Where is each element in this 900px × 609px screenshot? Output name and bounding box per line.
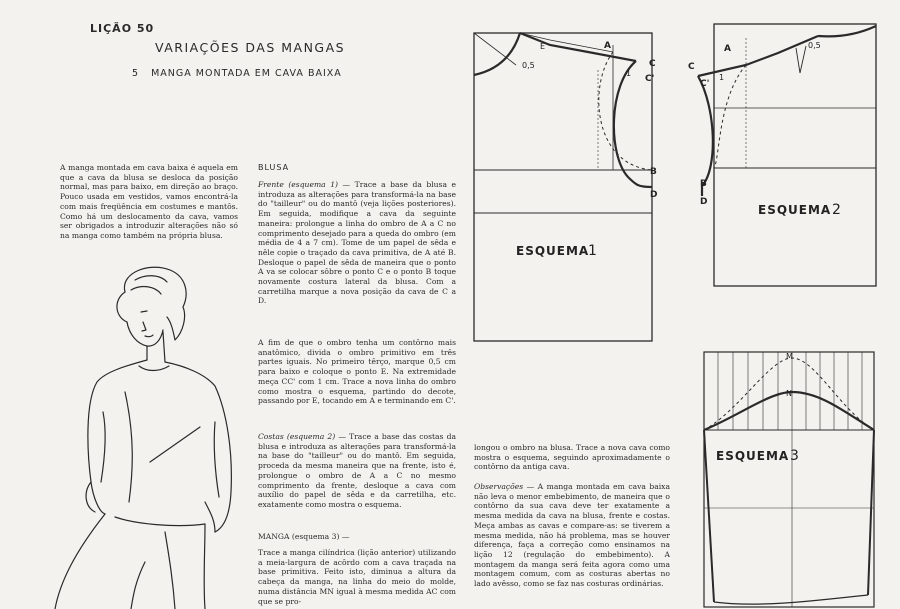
manga-continuation: longou o ombro na blusa. Trace a nova cava como mostra o esquema, seguindo aproximadamente o contôrno da antiga cava. xyxy=(474,443,670,472)
observacoes-text: A manga montada em cava baixa não leva o menor embebimento, de maneira que o contôrno da sua cava deve ter exatamente a mesma medida da cava na blusa, frente e costas. Meça ambas as cavas e compare-as: se tiverem a mesma medida, não há problema, mas se houver diferença, faça a correção como ensinamos na lição 12 (regulação do embebimento). A montagem da manga será feita agora como uma montagem comum, com as costuras abertas no lado avêsso, como se faz nas costuras ordinárias. xyxy=(474,482,670,589)
point-m: M xyxy=(786,352,793,361)
manga-paragraph: Trace a manga cilíndrica (lição anterior) utilizando a meia-largura de acôrdo com a cava traçada na base primitiva. Feito isto, diminua a altura da cabeça da manga, na linha do meio do molde, numa distância MN igual à mesma medida AC com que se pro- xyxy=(258,548,456,606)
costas-paragraph xyxy=(258,432,456,510)
point-e: E xyxy=(540,42,546,51)
costas-label: Costas (esquema 2) — xyxy=(258,432,346,441)
section-title: MANGA MONTADA EM CAVA BAIXA xyxy=(151,68,342,79)
esquema-3-number: 3 xyxy=(790,448,799,464)
point-d: D xyxy=(650,190,658,200)
esquema-1-diagram xyxy=(468,25,663,345)
esquema-1-frame xyxy=(474,33,655,341)
point-c-prime-back: C' xyxy=(700,79,710,89)
blusa-heading: BLUSA xyxy=(258,163,290,172)
costas-text: Trace a base das costas da blusa e introduza as alterações para transformá-la na base do "tailleur" ou do mantô. Em seguida, proceda da mesma maneira que na frente, isto é, prolongue o ombro de A a C no mesmo comprimento da frente, desloque a cava com auxílio do papel de sêda e da carretilha, etc. exatamente como mostra o esquema. xyxy=(258,432,456,509)
point-c-back: C xyxy=(688,62,695,72)
esquema-1-diagonal xyxy=(474,33,516,65)
frente-label: Frente (esquema 1) — xyxy=(258,180,351,189)
section-subtitle xyxy=(132,68,342,79)
point-b: B xyxy=(650,167,657,177)
point-c-prime: C' xyxy=(645,74,655,84)
point-a-back: A xyxy=(724,44,731,54)
point-c: C xyxy=(649,59,656,69)
fashion-illustration xyxy=(55,262,255,609)
esquema-3-left-side xyxy=(704,430,714,602)
esquema-1-number: 1 xyxy=(588,243,597,259)
point-d-back: D xyxy=(700,197,708,207)
esquema-3-right-side xyxy=(868,430,874,595)
esquema-3-label: ESQUEMA xyxy=(716,449,790,463)
frente-paragraph xyxy=(258,180,456,306)
esquema-1-neckline xyxy=(474,33,520,75)
measure-half: 0,5 xyxy=(522,61,535,70)
observacoes-paragraph xyxy=(474,482,670,589)
esquema-2-dart xyxy=(796,46,806,73)
esquema-2-new-armhole xyxy=(698,76,713,196)
measure-one: 1 xyxy=(626,69,632,78)
point-a: A xyxy=(604,41,611,51)
lesson-number: LIÇÃO 50 xyxy=(90,22,155,35)
measure-one-back: 1 xyxy=(719,73,725,82)
point-b-back: B xyxy=(700,179,707,189)
esquema-2-diagram xyxy=(688,18,888,290)
esquema-2-frame xyxy=(714,24,876,286)
esquema-2-shoulder xyxy=(698,36,818,76)
intro-paragraph: A manga montada em cava baixa é aquela em que a cava da blusa se desloca da posição normal, mas para baixo, em direção ao braço. Pouco usada em vestidos, vamos encontrá-la com mais freqüência em costumes e mantôs. Como há um deslocamento da cava, vamos ser obrigados a introduzir alterações não só na manga como também na própria blusa. xyxy=(60,163,238,240)
page-title: VARIAÇÕES DAS MANGAS xyxy=(155,40,346,55)
esquema-2-number: 2 xyxy=(832,202,841,218)
esquema-2-label: ESQUEMA xyxy=(758,203,832,217)
measure-half-back: 0,5 xyxy=(808,41,821,50)
frente-text: Trace a base da blusa e introduza as alterações para transformá-la na base do "tailleur" ou do mantô (veja lições posteriores). Em seguida, modifique a cava da seguinte maneira: prolongue a linha do ombro de A a C no comprimento desejado para a queda do ombro (em média de 4 a 7 cm). Tome de um papel de sêda e nêle copie o traçado da cava primitiva, de A até B. Desloque o papel de sêda de maneira que o ponto A va se colocar sôbre o ponto C e o ponto B toque novamente costura lateral da blusa. Com a carretilha marque a nova posição da cava de C a D. xyxy=(258,180,456,306)
esquema-2-neckline xyxy=(818,26,876,36)
esquema-1-label: ESQUEMA xyxy=(516,244,590,258)
manga-heading: MANGA (esquema 3) — xyxy=(258,532,350,541)
esquema-3-hem xyxy=(714,595,868,604)
esquema-3-diagram xyxy=(700,350,878,609)
section-number: 5 xyxy=(132,68,140,79)
ombro-paragraph: A fim de que o ombro tenha um contôrno mais anatômico, divida o ombro primitivo em três partes iguais. No primeiro têrço, marque 0,5 cm para baixo e coloque o ponto E. Na extremidade meça CC' com 1 cm. Trace a nova linha do ombro como mostra o esquema, partindo do decote, passando por E, tocando em A e terminando em C'. xyxy=(258,338,456,406)
point-n: N xyxy=(786,389,792,398)
observacoes-label: Observações — xyxy=(474,482,535,491)
